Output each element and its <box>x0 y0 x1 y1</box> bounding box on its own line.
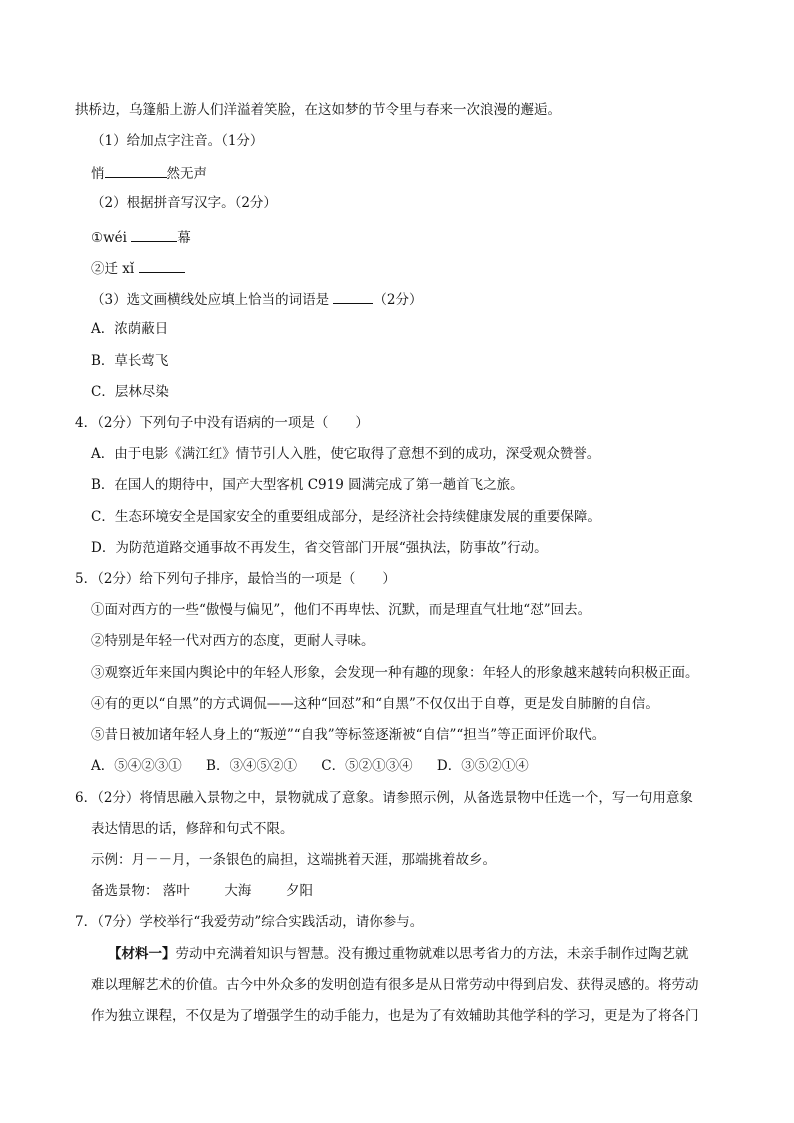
q4-stem: 4．（2分）下列句子中没有语病的一项是（ ） <box>75 415 369 431</box>
q3-part3-score: （2分） <box>373 292 423 308</box>
q6-choice-2: 大海 <box>224 883 252 899</box>
q3-option-b[interactable]: B．草长莺飞 <box>91 353 169 369</box>
pinyin-a-rest: 幕 <box>177 230 191 246</box>
q5-option-c[interactable]: C．⑤②①③④ <box>321 758 413 774</box>
q7-material1-title: 【材料一】 <box>108 946 176 962</box>
passage-last-line: 拱桥边，乌篷船上游人们洋溢着笑脸，在这如梦的节令里与春来一次浪漫的邂逅。 <box>75 102 561 118</box>
answer-blank[interactable] <box>105 163 167 178</box>
q5-option-a[interactable]: A．⑤④②③① <box>91 758 182 774</box>
pinyin-a: ①wéi <box>91 230 127 246</box>
q5-stem: 5．（2分）给下列句子排序，最恰当的一项是（ ） <box>75 571 396 587</box>
q7-material1-line1 <box>108 945 689 963</box>
q6-stem-line1: 6．（2分）将情思融入景物之中，景物就成了意象。请参照示例，从备选景物中任选一个，写一句用意象 <box>75 790 693 806</box>
q6-example: 示例：月－－月，一条银色的扁担，这端挑着天涯，那端挑着故乡。 <box>91 852 496 868</box>
q7-material1-line2: 难以理解艺术的价值。古今中外众多的发明创造有很多是从日常劳动中得到启发、获得灵感的。将劳动 <box>91 977 699 993</box>
q5-options <box>91 757 549 775</box>
q3-option-c[interactable]: C．层林尽染 <box>91 384 169 400</box>
q6-stem-line2: 表达情思的话，修辞和句式不限。 <box>91 821 294 837</box>
q3-part2-prompt: （2）根据拼音写汉字。（2分） <box>91 195 277 211</box>
q5-sentence-5: ⑤昔日被加诸年轻人身上的“叛逆”“自我”等标签逐渐被“自信”“担当”等正面评价取代。 <box>91 727 606 743</box>
pinyin-b: ②迁 xǐ <box>91 261 135 277</box>
q5-option-b[interactable]: B．③④⑤②① <box>206 758 297 774</box>
answer-blank[interactable] <box>131 227 177 242</box>
answer-blank[interactable] <box>333 289 373 304</box>
q3-part1-prompt: （1）给加点字注音。（1分） <box>91 133 264 149</box>
q5-sentence-2: ②特别是年轻一代对西方的态度，更耐人寻味。 <box>91 633 375 649</box>
q4-option-b[interactable]: B．在国人的期待中，国产大型客机 C919 圆满完成了第一趟首飞之旅。 <box>91 477 524 493</box>
q3-part1-char: 悄 <box>91 166 105 182</box>
q3-part1-rest: 然无声 <box>166 166 207 182</box>
q6-choices-label: 备选景物： <box>91 883 159 899</box>
q6-choice-1: 落叶 <box>162 883 190 899</box>
q5-sentence-4: ④有的更以“自黑”的方式调侃——这种“回怼”和“自黑”不仅仅出于自尊，更是发自肺腑的自信。 <box>91 696 659 712</box>
q4-option-d[interactable]: D．为防范道路交通事故不再发生，省交管部门开展“强执法，防事故”行动。 <box>91 540 548 556</box>
q7-material1-text1: 劳动中充满着知识与智慧。没有搬过重物就难以思考省力的方法，未亲手制作过陶艺就 <box>175 946 689 962</box>
q5-option-d[interactable]: D．③⑤②①④ <box>436 758 529 774</box>
q7-material1-line3: 作为独立课程，不仅是为了增强学生的动手能力，也是为了有效辅助其他学科的学习，更是为了将各门 <box>91 1008 699 1024</box>
q5-sentence-1: ①面对西方的一些“傲慢与偏见”，他们不再卑怯、沉默，而是理直气壮地“怼”回去。 <box>91 602 592 618</box>
q3-part2-item-a <box>91 227 191 247</box>
q5-sentence-3: ③观察近年来国内舆论中的年轻人形象，会发现一种有趣的现象：年轻人的形象越来越转向积极正面。 <box>91 665 699 681</box>
q3-part1-answer-line <box>91 163 207 183</box>
q7-stem: 7．（7分）学校举行“我爱劳动”综合实践活动，请你参与。 <box>75 914 424 930</box>
q3-part3-prompt <box>91 289 422 309</box>
q4-option-c[interactable]: C．生态环境安全是国家安全的重要组成部分，是经济社会持续健康发展的重要保障。 <box>91 509 601 525</box>
q6-choice-3: 夕阳 <box>285 883 313 899</box>
q4-option-a[interactable]: A．由于电影《满江红》情节引人入胜，使它取得了意想不到的成功，深受观众赞誉。 <box>91 446 601 462</box>
q3-part3-text: （3）选文画横线处应填上恰当的词语是 <box>91 292 330 308</box>
q3-part2-item-b <box>91 258 185 278</box>
q6-choices <box>91 882 313 900</box>
q3-option-a[interactable]: A．浓荫蔽日 <box>91 321 169 337</box>
answer-blank[interactable] <box>139 258 185 273</box>
